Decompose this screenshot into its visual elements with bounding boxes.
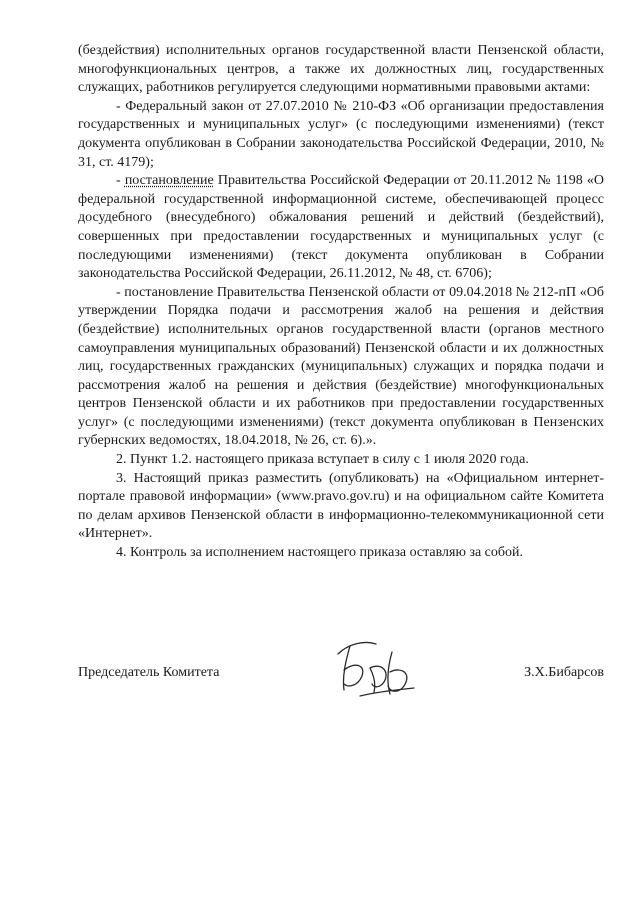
signatory-title: Председатель Комитета	[78, 665, 220, 680]
document-body	[78, 42, 604, 563]
list-dash: -	[116, 173, 125, 189]
paragraph-point-2: 2. Пункт 1.2. настоящего приказа вступает в силу с 1 июля 2020 года.	[116, 452, 529, 468]
paragraph-regional-decree: - постановление Правительства Пензенской области от 09.04.2018 № 212-пП «Об утверждении Порядка подачи и рассмотрения жалоб на решения и действия (бездействие) исполнительных органов государственной власти (органов местного самоуправления муниципальных образований) Пензенской области и их должностных лиц, государственных гражданских (муниципальных) служащих и порядка подачи и рассмотрения жалоб на решения и действия (бездействие) многофункциональных центров Пензенской области и их работников при предоставлении государственных услуг» (с последующими изменениями) (текст документа опубликован в Пензенских губернских ведомостях, 18.04.2018, № 26, ст. 6).».	[78, 284, 604, 449]
paragraph-government-decree	[78, 172, 604, 284]
signatory-name: З.Х.Бибарсов	[524, 665, 604, 680]
decree-link[interactable]: постановление	[124, 173, 214, 189]
paragraph-intro: (бездействия) исполнительных органов государственной власти Пензенской области, многофункциональных центров, а также их должностных лиц, государственных служащих, работников регулируется следующими нормативными правовыми актами:	[78, 43, 604, 96]
handwritten-signature	[330, 632, 420, 702]
decree-text: Правительства Российской Федерации от 20.11.2012 № 1198 «О федеральной государственной информационной системе, обеспечивающей процесс досудебного (внесудебного) обжалования решений и действий (бездействий), совершенных при предоставлении государственных и муниципальных услуг (с последующими изменениями) (текст документа опубликован в Собрании законодательства Российской Федерации, 26.11.2012, № 48, ст. 6706);	[78, 173, 605, 282]
paragraph-point-3: 3. Настоящий приказ разместить (опубликовать) на «Официальном интернет-портале правовой информации» (www.pravo.gov.ru) и на официальном сайте Комитета по делам архивов Пензенской области в информационно-телекоммуникационной сети «Интернет».	[78, 470, 604, 542]
paragraph-federal-law: - Федеральный закон от 27.07.2010 № 210-ФЗ «Об организации предоставления государственных и муниципальных услуг» (с последующими изменениями) (текст документа опубликован в Собрании законодательства Российской Федерации, 2010, № 31, ст. 4179);	[78, 98, 604, 170]
paragraph-point-4: 4. Контроль за исполнением настоящего приказа оставляю за собой.	[116, 545, 524, 561]
